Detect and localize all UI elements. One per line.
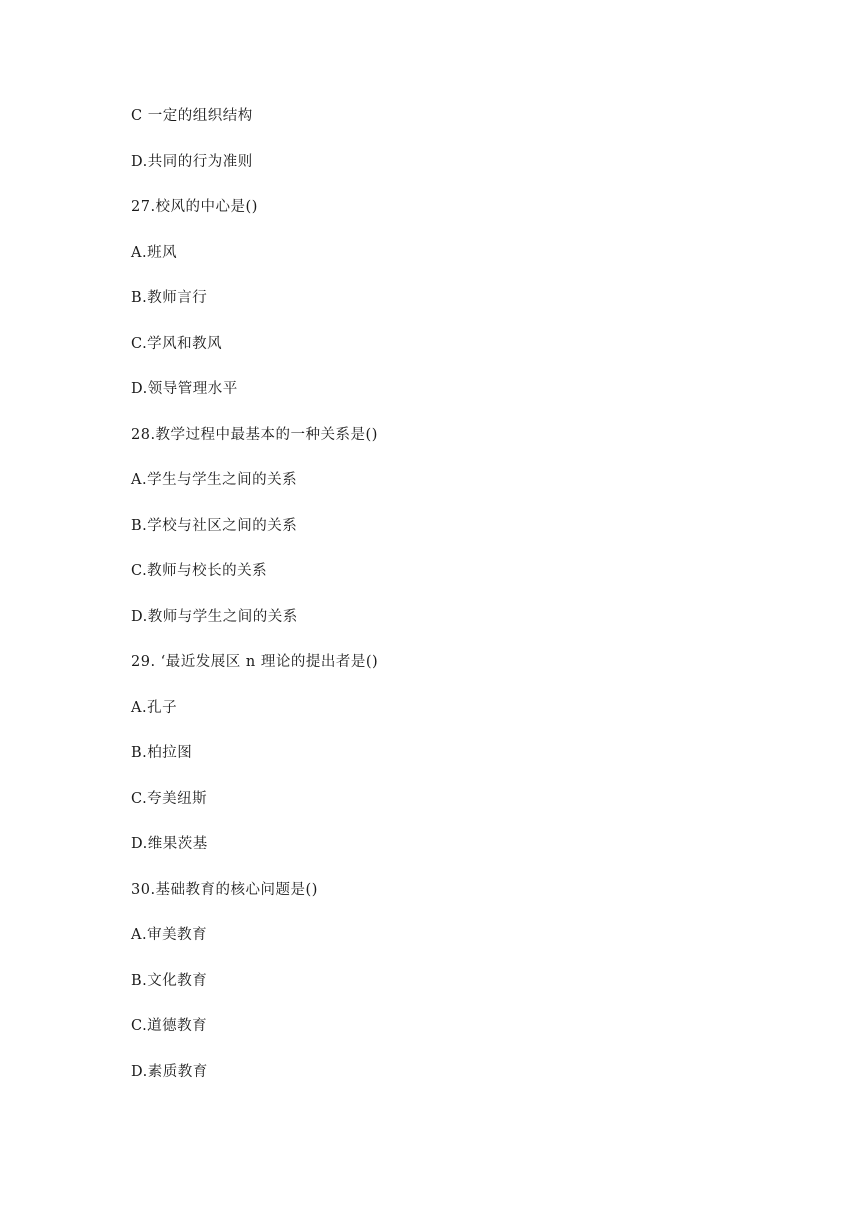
- question-27-option-a: A.班风: [131, 244, 178, 261]
- question-28: 28.教学过程中最基本的一种关系是(): [131, 426, 378, 443]
- question-30: 30.基础教育的核心问题是(): [131, 881, 318, 898]
- exam-question-list: [131, 105, 378, 1106]
- option-d-line: D.共同的行为准则: [131, 153, 253, 170]
- question-27: 27.校风的中心是(): [131, 199, 258, 215]
- option-c-line: C 一定的组织结构: [131, 108, 253, 124]
- question-28-option-c: C.教师与校长的关系: [131, 563, 268, 579]
- question-28-option-b: B.学校与社区之间的关系: [131, 517, 298, 534]
- question-29-option-d: D.维果茨基: [131, 836, 208, 852]
- question-29-option-b: B.柏拉图: [131, 745, 193, 761]
- question-28-option-d: D.教师与学生之间的关系: [131, 608, 298, 625]
- question-29: 29. ‘最近发展区 n 理论的提出者是(): [131, 654, 379, 670]
- question-29-option-c: C.夸美纽斯: [131, 790, 208, 807]
- question-30-option-d: D.素质教育: [131, 1063, 208, 1080]
- question-29-option-a: A.孔子: [131, 699, 178, 716]
- question-27-option-d: D.领导管理水平: [131, 381, 238, 397]
- question-28-option-a: A.学生与学生之间的关系: [131, 472, 298, 488]
- question-30-option-b: B.文化教育: [131, 972, 208, 989]
- question-30-option-c: C.道德教育: [131, 1018, 208, 1034]
- question-30-option-a: A.审美教育: [131, 927, 208, 943]
- question-27-option-b: B.教师言行: [131, 290, 208, 306]
- question-27-option-c: C.学风和教风: [131, 335, 223, 352]
